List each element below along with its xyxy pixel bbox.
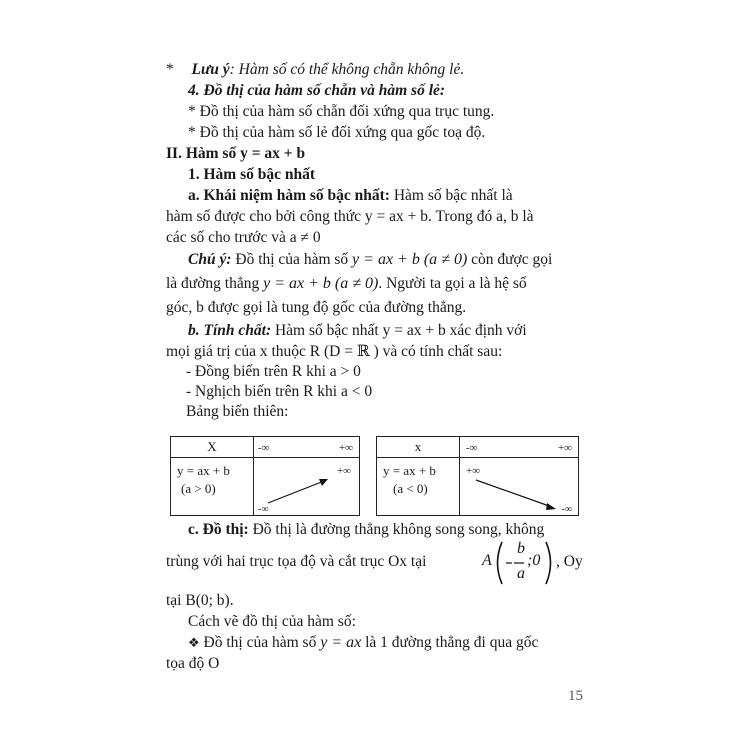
note2-text: còn được gọi — [467, 251, 553, 268]
formula: y = ax + b (a ≠ 0) — [263, 275, 379, 292]
table-func-cell — [377, 458, 460, 516]
graph-text: là 1 đường thẳng đi qua gốc — [361, 634, 539, 651]
fraction-denominator: a — [517, 565, 525, 582]
graph-text: Đồ thị của hàm số — [199, 634, 321, 651]
table-func-cell — [171, 458, 254, 516]
table-cond: (a > 0) — [181, 481, 216, 496]
neg-infinity: -∞ — [258, 442, 270, 454]
concept-label: a. Khái niệm hàm số bậc nhất: — [188, 187, 390, 204]
page-number: 15 — [568, 688, 583, 704]
diamond-bullet-icon: ❖ — [188, 636, 200, 651]
section-2-title: II. Hàm số y = ax + b — [166, 145, 306, 162]
graph-line-6: tọa độ O — [166, 655, 220, 672]
note2-line-2 — [166, 274, 527, 294]
property-line-1 — [188, 321, 527, 341]
neg-infinity: -∞ — [466, 442, 478, 454]
graph-line-1 — [188, 520, 544, 540]
section-4-item: * Đồ thị của hàm số chẵn đối xứng qua trục tung. — [188, 103, 495, 120]
table-cond: (a < 0) — [393, 481, 428, 496]
table-func: y = ax + b — [177, 463, 230, 478]
graph-line-3: tại B(0; b). — [166, 592, 234, 609]
top-value: +∞ — [336, 465, 351, 477]
pos-infinity: +∞ — [557, 442, 572, 454]
graph-line-5 — [188, 633, 538, 654]
note2-text: là đường thẳng — [166, 275, 264, 292]
increasing-arrow-icon — [254, 458, 361, 516]
concept-line-3: các số cho trước và a ≠ 0 — [166, 229, 321, 246]
table-variation-cell — [460, 458, 579, 516]
property-label: b. Tính chất: — [188, 322, 272, 339]
formula: y = ax — [320, 634, 362, 651]
property-item: - Đồng biến trên R khi a > 0 — [186, 363, 361, 380]
graph-line-2-post: , Oy — [556, 553, 583, 570]
note2-line-3: góc, b được gọi là tung độ gốc của đường thẳng. — [166, 299, 467, 316]
note-bullet: * — [166, 61, 174, 78]
property-text: Hàm số bậc nhất y = ax + b xác định với — [271, 322, 527, 339]
concept-line-2: hàm số được cho bởi công thức y = ax + b. Trong đó a, b là — [166, 208, 534, 225]
graph-text: Đồ thị là đường thẳng không song song, không — [248, 521, 545, 538]
graph-line-2-text: trùng với hai trục tọa độ và cắt trục Ox tại — [166, 553, 427, 570]
bottom-value: -∞ — [561, 504, 572, 515]
note-text: : Hàm số có thể không chẵn không lẻ. — [229, 61, 465, 78]
concept-text: Hàm số bậc nhất là — [389, 187, 513, 204]
note2-text: . Người ta gọi a là hệ số — [378, 275, 527, 292]
top-value: +∞ — [466, 465, 481, 477]
note2-text: Đồ thị của hàm số — [231, 251, 353, 268]
variation-table-decreasing — [376, 436, 579, 516]
note-label: Lưu ý — [191, 61, 230, 78]
graph-label: c. Đồ thị: — [188, 521, 249, 538]
property-line-2: mọi giá trị của x thuộc R (D = ℝ ) và có tính chất sau: — [166, 343, 503, 360]
fraction-numerator: b — [517, 540, 525, 557]
table-func: y = ax + b — [383, 463, 436, 478]
subsection-1-title: 1. Hàm số bậc nhất — [188, 166, 316, 183]
note-line — [166, 60, 464, 80]
note2-line-1 — [188, 250, 552, 270]
note2-label: Chú ý: — [188, 251, 232, 268]
section-4-item: * Đồ thị của hàm số lẻ đối xứng qua gốc toạ độ. — [188, 124, 486, 141]
variation-table-increasing — [170, 436, 360, 516]
decreasing-arrow-icon — [460, 458, 580, 516]
table-header-var: X — [171, 437, 254, 458]
table-variation-cell — [254, 458, 360, 516]
pos-infinity: +∞ — [338, 442, 353, 454]
formula: y = ax + b (a ≠ 0) — [352, 251, 468, 268]
section-4-title: 4. Đồ thị của hàm số chẵn và hàm số lẻ: — [188, 82, 446, 99]
property-item: - Nghịch biến trên R khi a < 0 — [186, 383, 373, 400]
point-a-rest: ;0 — [527, 552, 541, 569]
bottom-value: -∞ — [258, 504, 269, 515]
point-a: A — [482, 552, 492, 569]
table-caption: Bảng biến thiên: — [186, 403, 289, 420]
concept-line-1 — [188, 186, 513, 206]
table-header-var: x — [377, 437, 460, 458]
graph-line-4: Cách vẽ đồ thị của hàm số: — [188, 613, 356, 630]
table-header-range — [460, 437, 579, 458]
table-header-range — [254, 437, 360, 458]
